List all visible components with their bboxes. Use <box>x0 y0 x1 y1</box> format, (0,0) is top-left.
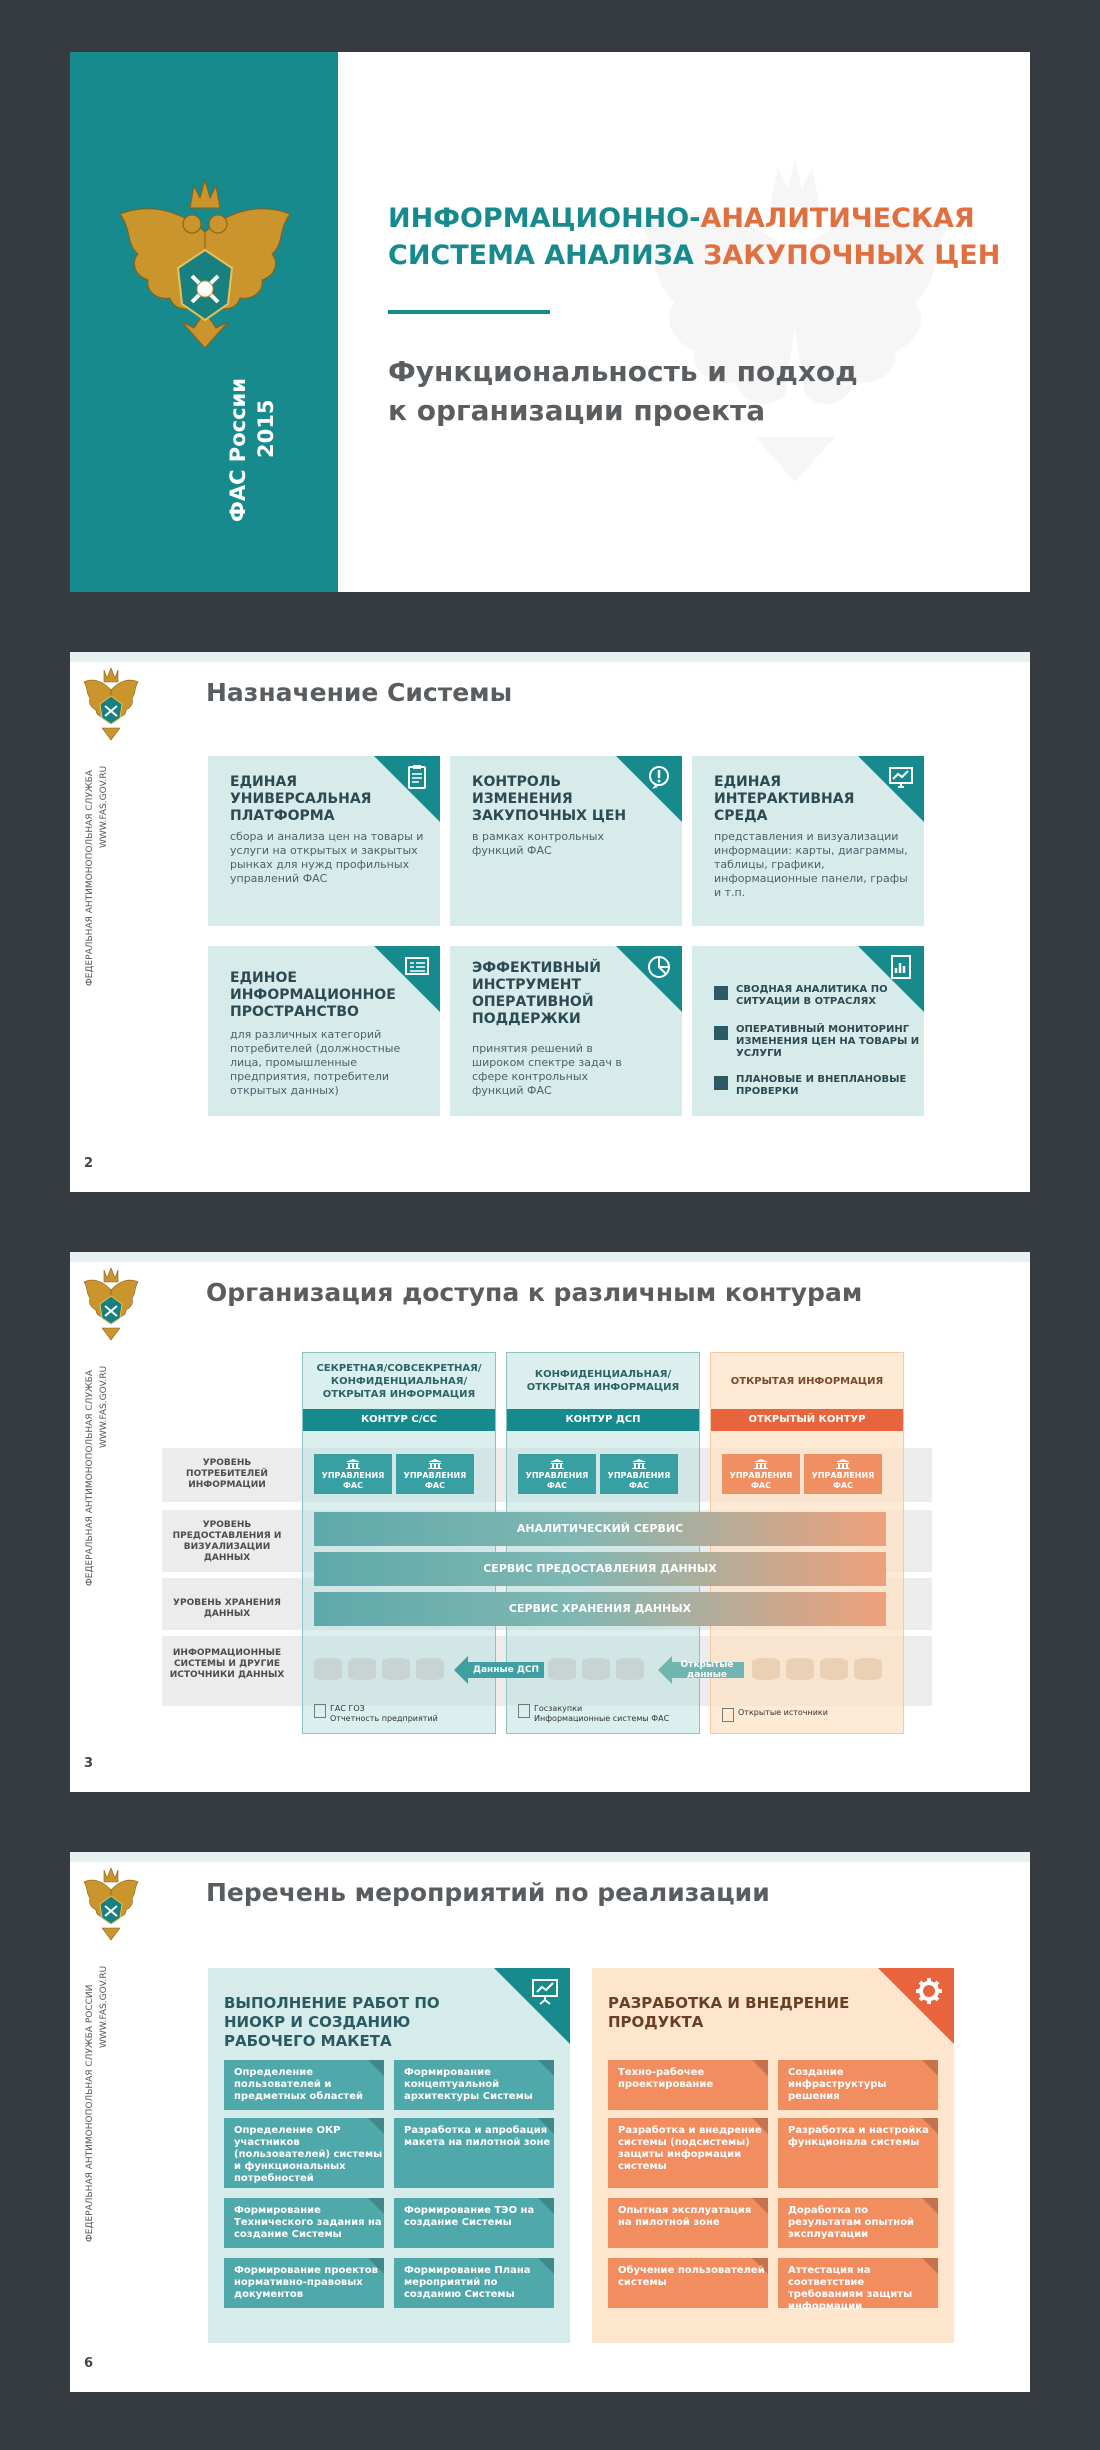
site-vertical-text: WWW.FAS.GOV.RU <box>99 1965 109 2048</box>
slide-activities <box>70 1852 1030 2392</box>
mgmt-tile <box>722 1454 800 1494</box>
board-icon <box>404 954 430 980</box>
mgmt-label: УПРАВЛЕНИЯ <box>525 1471 589 1480</box>
vertical-caption-year: 2015 <box>254 399 278 458</box>
bar-chart-icon <box>714 1026 728 1040</box>
list-item-text: ОПЕРАТИВНЫЙ МОНИТОРИНГ ИЗМЕНЕНИЯ ЦЕН НА ТОВАРЫ И УСЛУГИ <box>736 1024 920 1059</box>
card-text: в рамках контрольных функций ФАС <box>472 830 604 857</box>
title-part-orange: ЗАКУПОЧНЫХ ЦЕН <box>703 240 1001 271</box>
row-label: УРОВЕНЬ ПОТРЕБИТЕЛЕЙ ИНФОРМАЦИИ <box>186 1458 268 1490</box>
vertical-caption-org: ФАС России <box>226 378 250 522</box>
title-part-teal: ИНФОРМАЦИОННО- <box>388 203 701 234</box>
purpose-card <box>450 756 682 926</box>
mgmt-label: УПРАВЛЕНИЯ <box>811 1471 875 1480</box>
arrow-label-line: Открытые <box>680 1660 734 1670</box>
slide-title: Назначение Системы <box>206 678 513 707</box>
coat-of-arms-icon <box>82 1266 140 1346</box>
database-icon <box>854 1658 882 1680</box>
activity-box: Опытная эксплуатация на пилотной зоне <box>608 2198 768 2248</box>
service-bar: СЕРВИС ПРЕДОСТАВЛЕНИЯ ДАННЫХ <box>314 1552 886 1586</box>
purpose-card <box>208 946 440 1116</box>
subtitle-line: Функциональность и подход <box>388 355 858 388</box>
mgmt-tile <box>600 1454 678 1494</box>
purpose-card <box>208 756 440 926</box>
database-icon <box>786 1658 814 1680</box>
document-icon <box>518 1704 530 1718</box>
subtitle-line: к организации проекта <box>388 394 766 427</box>
mgmt-label: ФАС <box>343 1481 363 1490</box>
mgmt-tile <box>396 1454 474 1494</box>
source-text: Открытые источники <box>738 1708 828 1717</box>
column-bar: ОТКРЫТЫЙ КОНТУР <box>711 1409 903 1431</box>
arrow-label-line: данные <box>686 1670 728 1680</box>
chart-screen-icon <box>888 764 914 790</box>
database-icon <box>616 1658 644 1680</box>
database-icon <box>314 1658 342 1680</box>
page-number: 6 <box>84 2356 94 2371</box>
panel-research <box>208 1968 570 2343</box>
site-vertical-text: WWW.FAS.GOV.RU <box>99 1365 109 1448</box>
slide-title: Организация доступа к различным контурам <box>206 1278 863 1307</box>
building-icon <box>346 1459 360 1469</box>
list-card <box>692 946 924 1116</box>
title-part-teal: СИСТЕМА АНАЛИЗА <box>388 240 704 271</box>
slide-title <box>70 52 1030 592</box>
coat-of-arms-icon <box>82 666 140 746</box>
alert-icon <box>646 764 672 790</box>
activity-box: Формирование Технического задания на создание Системы <box>224 2198 384 2248</box>
activity-box: Создание инфраструктуры решения <box>778 2060 938 2110</box>
activity-box: Формирование концептуальной архитектуры Системы <box>394 2060 554 2110</box>
card-text: сбора и анализа цен на товары и услуги на открытых и закрытых рынках для нужд профильных управлений ФАС <box>230 830 424 885</box>
document-icon <box>314 1704 326 1718</box>
purpose-card <box>692 756 924 926</box>
report-icon <box>888 954 914 980</box>
building-icon <box>632 1459 646 1469</box>
source-text: Отчетность предприятий <box>330 1714 438 1723</box>
column-bar: КОНТУР ДСП <box>507 1409 699 1431</box>
mgmt-label: УПРАВЛЕНИЯ <box>729 1471 793 1480</box>
top-bar <box>70 1852 1030 1862</box>
bar-chart-icon <box>714 1076 728 1090</box>
arrow-label: Данные ДСП <box>472 1665 540 1675</box>
activity-box: Аттестация на соответствие требованиям защиты информации <box>778 2258 938 2308</box>
column-header: КОНФИДЕНЦИАЛЬНАЯ/ ОТКРЫТАЯ ИНФОРМАЦИЯ <box>526 1369 680 1393</box>
source-label <box>722 1708 828 1718</box>
org-vertical-text: ФЕДЕРАЛЬНАЯ АНТИМОНОПОЛЬНАЯ СЛУЖБА <box>85 1370 95 1586</box>
activity-box: Обучение пользователей системы <box>608 2258 768 2308</box>
activity-box: Доработка по результатам опытной эксплуатации <box>778 2198 938 2248</box>
gear-icon <box>914 1976 944 2006</box>
slide1-title <box>388 200 1000 274</box>
activity-box: Разработка и внедрение системы (подсистемы) защиты информации системы <box>608 2118 768 2188</box>
list-item-text: СВОДНАЯ АНАЛИТИКА ПО СИТУАЦИИ В ОТРАСЛЯХ <box>736 984 888 1007</box>
building-icon <box>754 1459 768 1469</box>
database-icon <box>548 1658 576 1680</box>
source-text: Информационные системы ФАС <box>534 1714 670 1723</box>
mgmt-tile <box>314 1454 392 1494</box>
mgmt-label: ФАС <box>425 1481 445 1490</box>
slide-access-contours <box>70 1252 1030 1792</box>
database-icon <box>348 1658 376 1680</box>
mgmt-label: ФАС <box>833 1481 853 1490</box>
panel-development <box>592 1968 954 2343</box>
row-label: ИНФОРМАЦИОННЫЕ СИСТЕМЫ И ДРУГИЕ ИСТОЧНИКИ ДАННЫХ <box>169 1648 285 1680</box>
mgmt-label: ФАС <box>751 1481 771 1490</box>
slide-purpose <box>70 652 1030 1192</box>
list-item <box>714 984 924 1008</box>
list-item-text: ПЛАНОВЫЕ И ВНЕПЛАНОВЫЕ ПРОВЕРКИ <box>736 1074 907 1097</box>
presentation-icon <box>530 1976 560 2006</box>
building-icon <box>428 1459 442 1469</box>
activity-box: Разработка и апробация макета на пилотной зоне <box>394 2118 554 2188</box>
source-label <box>518 1704 669 1724</box>
title-part-orange: АНАЛИТИЧЕСКАЯ <box>700 203 975 234</box>
vertical-caption <box>224 378 280 522</box>
page-number: 2 <box>84 1156 94 1171</box>
title-divider <box>388 310 550 314</box>
coat-of-arms-icon <box>112 172 298 362</box>
mgmt-label: УПРАВЛЕНИЯ <box>607 1471 671 1480</box>
mgmt-tile <box>804 1454 882 1494</box>
card-title: ЕДИНАЯ УНИВЕРСАЛЬНАЯ ПЛАТФОРМА <box>230 774 372 824</box>
source-text: Госзакупки <box>534 1704 583 1713</box>
card-text: принятия решений в широком спектре задач в сфере контрольных функций ФАС <box>472 1042 622 1097</box>
card-text: представления и визуализации информации: карты, диаграммы, таблицы, графики, информационные панели, графы и т.п. <box>714 830 908 899</box>
building-icon <box>836 1459 850 1469</box>
panel-title: РАЗРАБОТКА И ВНЕДРЕНИЕ ПРОДУКТА <box>608 1994 850 2031</box>
card-text: для различных категорий потребителей (должностные лица, промышленные предприятия, потребители открытых данных) <box>230 1028 401 1097</box>
list-item <box>714 1024 924 1060</box>
column-header: СЕКРЕТНАЯ/СОВСЕКРЕТНАЯ/ КОНФИДЕНЦИАЛЬНАЯ/ ОТКРЫТАЯ ИНФОРМАЦИЯ <box>316 1362 482 1400</box>
source-text: ГАС ГОЗ <box>330 1704 365 1713</box>
database-icon <box>582 1658 610 1680</box>
card-title: ЕДИНАЯ ИНТЕРАКТИВНАЯ СРЕДА <box>714 774 855 824</box>
panel-title: ВЫПОЛНЕНИЕ РАБОТ ПО НИОКР И СОЗДАНИЮ РАБОЧЕГО МАКЕТА <box>224 1994 440 2050</box>
slide-title: Перечень мероприятий по реализации <box>206 1878 770 1907</box>
building-icon <box>550 1459 564 1469</box>
purpose-card <box>450 946 682 1116</box>
activity-box: Определение пользователей и предметных областей <box>224 2060 384 2110</box>
row-label: УРОВЕНЬ ПРЕДОСТАВЛЕНИЯ И ВИЗУАЛИЗАЦИИ ДАННЫХ <box>172 1520 282 1563</box>
database-icon <box>752 1658 780 1680</box>
clipboard-icon <box>404 764 430 790</box>
bar-chart-icon <box>714 986 728 1000</box>
mgmt-label: УПРАВЛЕНИЯ <box>321 1471 385 1480</box>
top-bar <box>70 652 1030 662</box>
arrow-label <box>670 1657 744 1683</box>
mgmt-label: УПРАВЛЕНИЯ <box>403 1471 467 1480</box>
mgmt-tile <box>518 1454 596 1494</box>
card-title: ЕДИНОЕ ИНФОРМАЦИОННОЕ ПРОСТРАНСТВО <box>230 970 396 1020</box>
database-icon <box>382 1658 410 1680</box>
mgmt-label: ФАС <box>629 1481 649 1490</box>
org-vertical-text: ФЕДЕРАЛЬНАЯ АНТИМОНОПОЛЬНАЯ СЛУЖБА РОССИИ <box>85 1984 95 2242</box>
activity-box: Формирование ТЭО на создание Системы <box>394 2198 554 2248</box>
page-number: 3 <box>84 1756 94 1771</box>
row-label: УРОВЕНЬ ХРАНЕНИЯ ДАННЫХ <box>173 1598 281 1619</box>
source-label <box>314 1704 438 1724</box>
org-vertical-text: ФЕДЕРАЛЬНАЯ АНТИМОНОПОЛЬНАЯ СЛУЖБА <box>85 770 95 986</box>
activity-box: Формирование Плана мероприятий по созданию Системы <box>394 2258 554 2308</box>
column-header: ОТКРЫТАЯ ИНФОРМАЦИЯ <box>730 1375 884 1387</box>
card-title: КОНТРОЛЬ ИЗМЕНЕНИЯ ЗАКУПОЧНЫХ ЦЕН <box>472 774 627 824</box>
database-icon <box>820 1658 848 1680</box>
database-icon <box>416 1658 444 1680</box>
list-item <box>714 1074 924 1098</box>
activity-box: Формирование проектов нормативно-правовых документов <box>224 2258 384 2308</box>
coat-of-arms-watermark <box>630 147 960 487</box>
activity-box: Разработка и настройка функционала системы <box>778 2118 938 2188</box>
column-bar: КОНТУР С/СС <box>303 1409 495 1431</box>
site-vertical-text: WWW.FAS.GOV.RU <box>99 765 109 848</box>
service-bar: АНАЛИТИЧЕСКИЙ СЕРВИС <box>314 1512 886 1546</box>
card-title: ЭФФЕКТИВНЫЙ ИНСТРУМЕНТ ОПЕРАТИВНОЙ ПОДДЕРЖКИ <box>472 960 601 1027</box>
mgmt-label: ФАС <box>547 1481 567 1490</box>
service-bar: СЕРВИС ХРАНЕНИЯ ДАННЫХ <box>314 1592 886 1626</box>
slide1-subtitle <box>388 352 858 430</box>
document-icon <box>722 1708 734 1722</box>
top-bar <box>70 1252 1030 1262</box>
activity-box: Техно-рабочее проектирование <box>608 2060 768 2110</box>
activity-box: Определение ОКР участников (пользователей) системы и функциональных потребностей <box>224 2118 384 2188</box>
coat-of-arms-icon <box>82 1866 140 1946</box>
pie-icon <box>646 954 672 980</box>
